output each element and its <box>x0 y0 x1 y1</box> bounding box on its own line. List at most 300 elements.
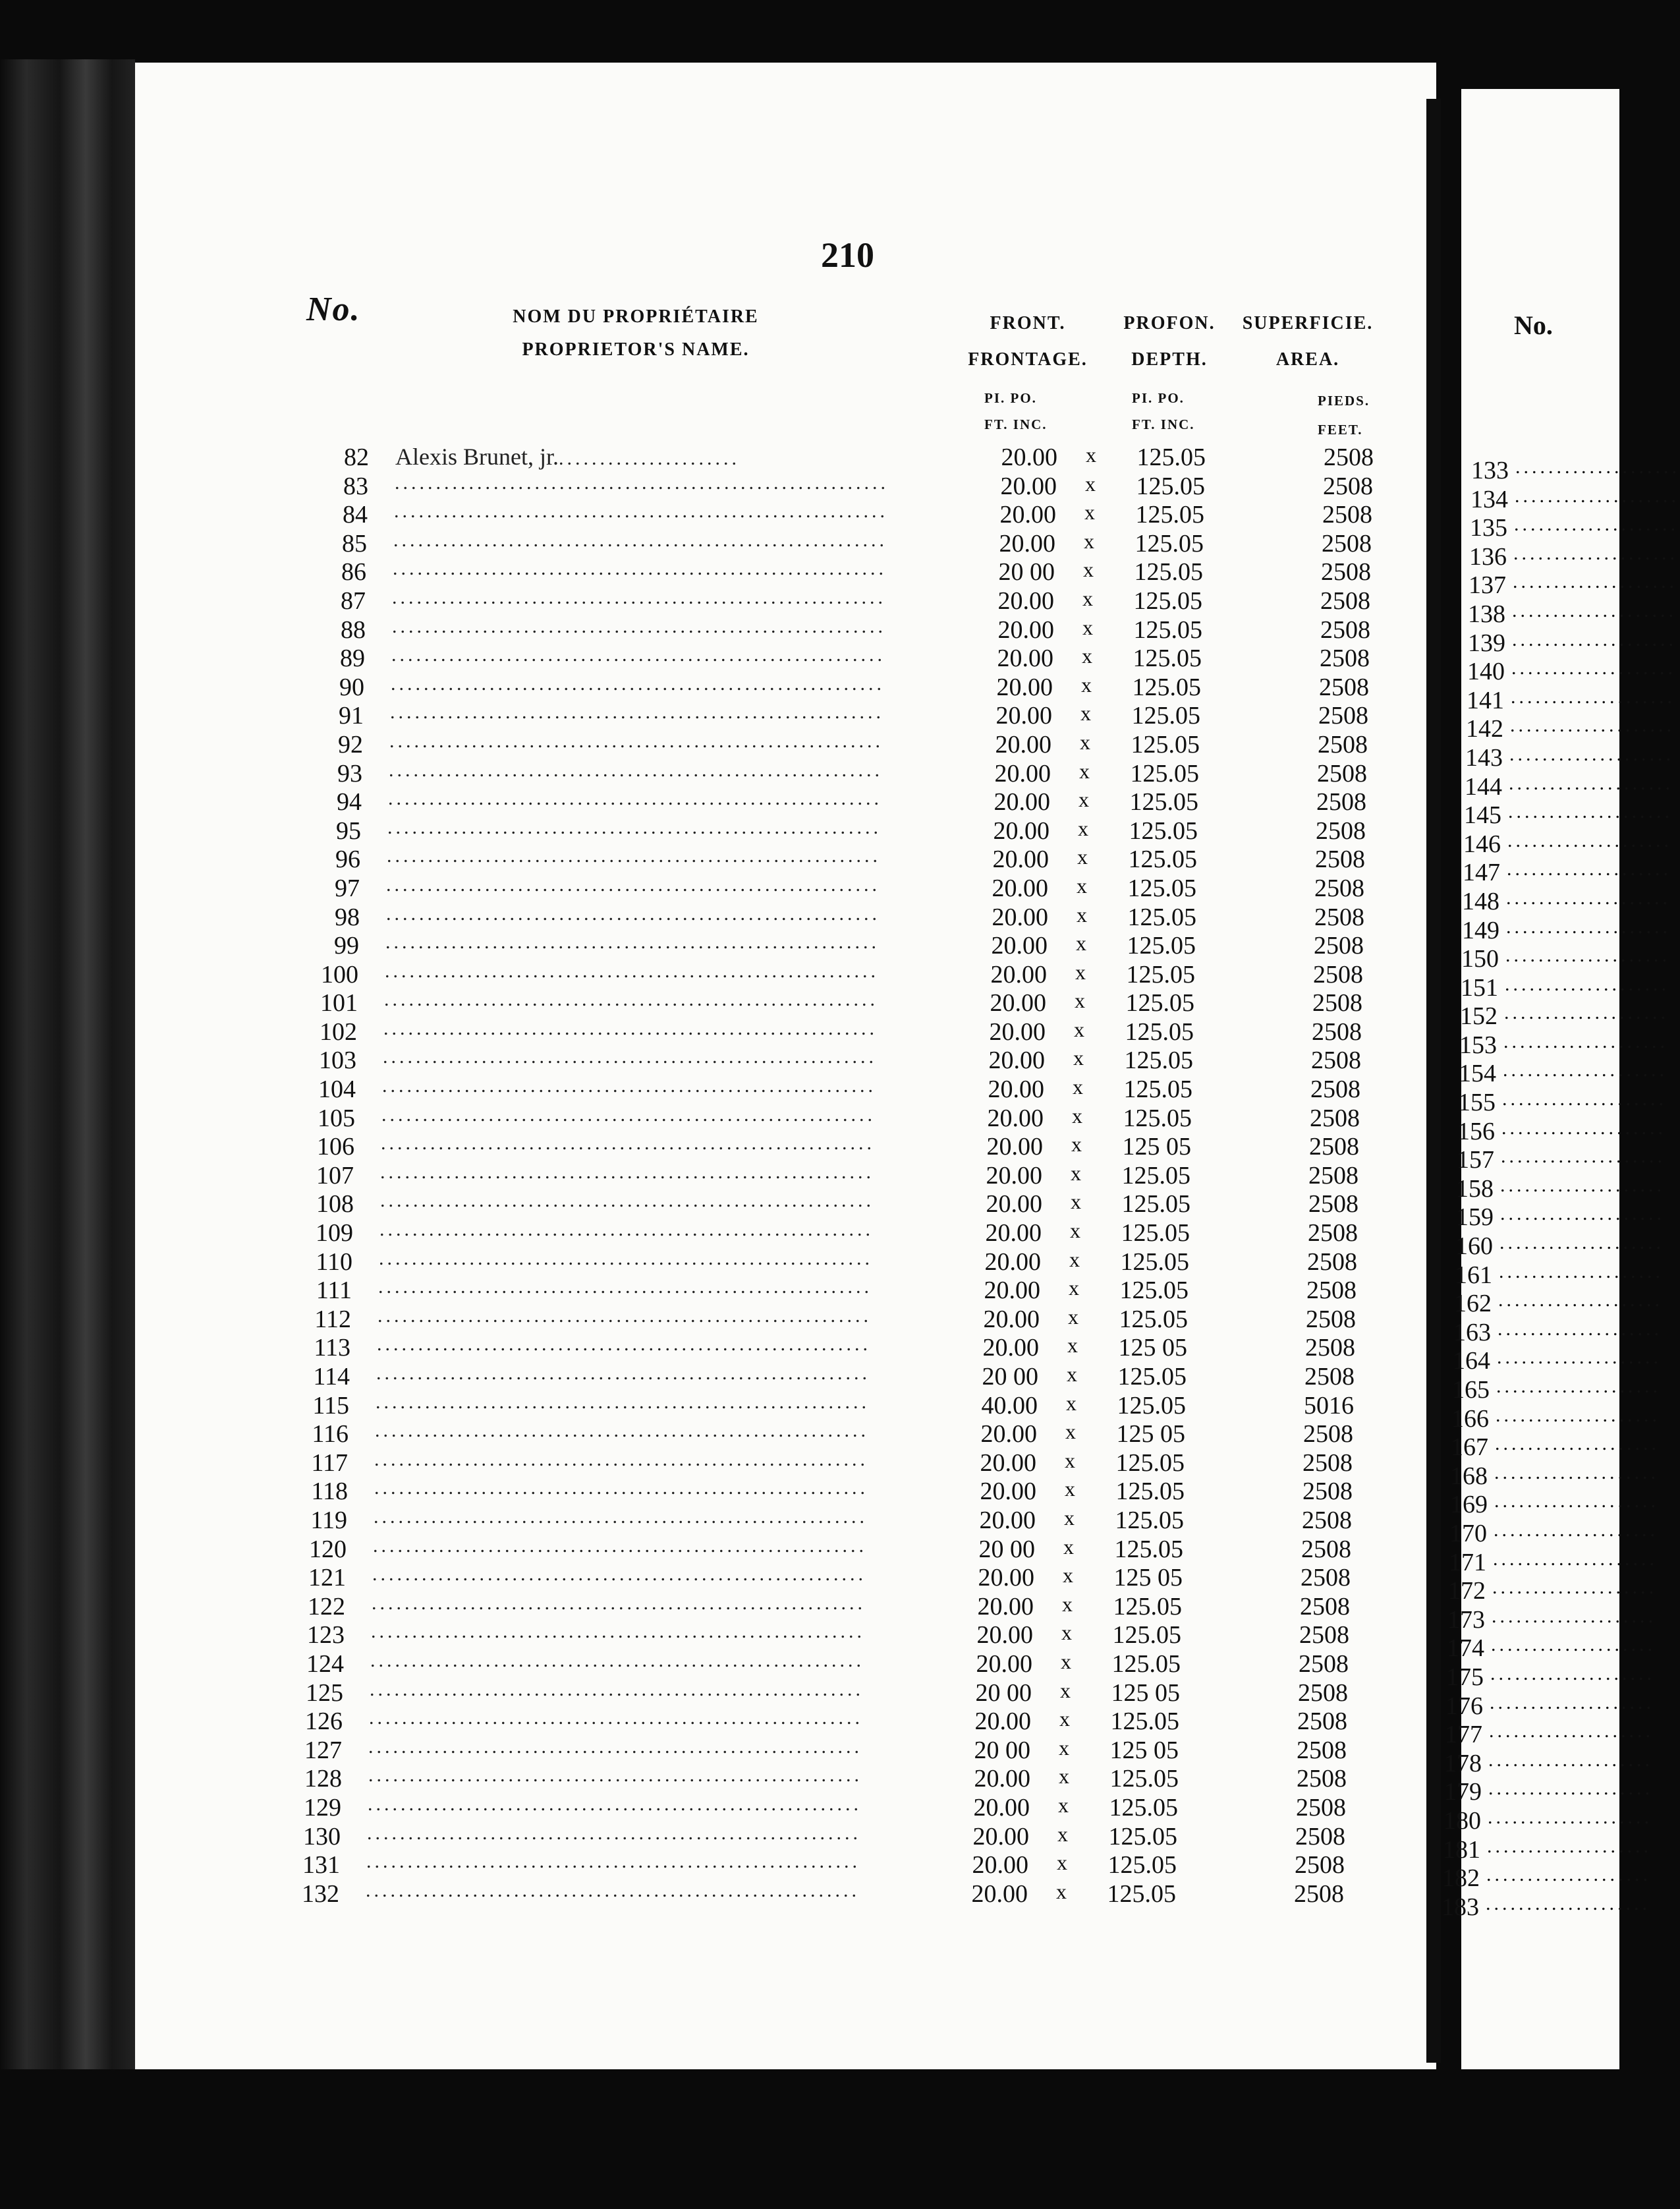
row-number: 104 <box>318 1076 356 1104</box>
table-row <box>0 471 1436 500</box>
times-sign: x <box>1061 1621 1072 1645</box>
frontage-value: 20.00 <box>1000 472 1057 500</box>
frontage-value: 20.00 <box>990 989 1046 1018</box>
list-item <box>1449 569 1677 600</box>
frontage-value: 20.00 <box>999 529 1055 558</box>
proprietor-name: Alexis Brunet, jr. <box>395 444 559 470</box>
proprietor-name-leader: .................... <box>1513 571 1677 593</box>
row-number: 126 <box>305 1707 343 1736</box>
table-row <box>0 758 1436 787</box>
list-item <box>1449 1317 1662 1346</box>
area-value: 2508 <box>1314 874 1364 902</box>
row-number: 115 <box>312 1391 349 1420</box>
row-number: 92 <box>338 730 363 759</box>
depth-value: 125.05 <box>1129 817 1198 845</box>
proprietor-name-leader: ............................................................ <box>385 960 879 982</box>
table-row <box>0 1878 1436 1907</box>
list-item <box>1449 685 1675 714</box>
proprietor-name-leader: ............................................................ <box>381 1103 876 1126</box>
table-row <box>0 1677 1436 1706</box>
area-value: 2508 <box>1310 1104 1360 1132</box>
area-value: 2508 <box>1324 444 1374 471</box>
row-number: 176 <box>1445 1692 1483 1720</box>
proprietor-name-leader: ............................................................ <box>382 1075 876 1097</box>
proprietor-name-leader: ............................................................ <box>376 1391 870 1413</box>
list-item <box>1449 1259 1664 1289</box>
proprietor-name-leader: .................... <box>1508 801 1673 823</box>
depth-value: 125 05 <box>1118 1334 1187 1362</box>
table-row <box>0 1304 1436 1333</box>
table-row <box>0 1706 1436 1735</box>
row-number: 170 <box>1449 1519 1487 1547</box>
list-item <box>1449 1460 1659 1490</box>
proprietor-name-leader: ............................................................ <box>372 1563 866 1586</box>
row-number: 183 <box>1442 1893 1479 1921</box>
area-value: 2508 <box>1308 1219 1358 1248</box>
table-row <box>0 1763 1436 1792</box>
frontage-value: 20.00 <box>983 1305 1040 1333</box>
list-item <box>1448 1575 1657 1605</box>
proprietor-name-leader: .................... <box>1512 628 1677 650</box>
frontage-value: 20 00 <box>978 1535 1035 1563</box>
table-row <box>0 786 1436 815</box>
proprietor-name-leader: ............................................................ <box>366 1879 860 1901</box>
proprietor-name-leader: ............................................................ <box>368 1793 862 1815</box>
area-value: 2508 <box>1295 1851 1345 1879</box>
header-depth-fr: PROFON. <box>1123 313 1216 333</box>
frontage-value: 20.00 <box>984 1277 1040 1305</box>
times-sign: x <box>1084 529 1094 553</box>
row-number: 182 <box>1442 1864 1480 1893</box>
frontage-value: 20.00 <box>977 1592 1034 1621</box>
row-number: 82 <box>344 444 369 471</box>
row-number: 95 <box>336 817 361 845</box>
row-number: 134 <box>1470 485 1508 513</box>
list-item <box>1449 857 1671 887</box>
proprietor-name-leader: .................... <box>1496 1375 1661 1397</box>
proprietor-name-leader: .................... <box>1488 1748 1653 1771</box>
row-number: 142 <box>1466 715 1503 743</box>
times-sign: x <box>1065 1448 1075 1472</box>
table-row <box>0 729 1436 758</box>
list-item <box>1449 828 1672 858</box>
table-row <box>0 1476 1436 1505</box>
area-value: 2508 <box>1315 846 1365 874</box>
depth-value: 125.05 <box>1135 501 1204 529</box>
list-item <box>1449 742 1674 772</box>
proprietor-name-leader: .................... <box>1492 1576 1657 1599</box>
row-number: 121 <box>308 1564 346 1592</box>
row-number: 174 <box>1447 1634 1484 1663</box>
depth-value: 125.05 <box>1127 903 1196 931</box>
proprietor-name-leader: ............................................................ <box>395 471 889 494</box>
frontage-value: 20.00 <box>993 817 1050 845</box>
depth-value: 125.05 <box>1113 1592 1182 1621</box>
table-row <box>0 1619 1436 1648</box>
depth-value: 125.05 <box>1112 1621 1181 1650</box>
frontage-value: 20.00 <box>980 1477 1036 1506</box>
depth-value: 125.05 <box>1121 1190 1190 1219</box>
right-page-table <box>1442 455 1680 1921</box>
depth-value: 125.05 <box>1110 1707 1179 1736</box>
depth-value: 125.05 <box>1119 1277 1189 1305</box>
times-sign: x <box>1070 1219 1080 1243</box>
times-sign: x <box>1069 1247 1080 1271</box>
list-item <box>1449 915 1671 944</box>
area-value: 2508 <box>1298 1678 1348 1707</box>
row-number: 139 <box>1468 629 1505 657</box>
proprietor-name-leader: .................... <box>1498 1289 1663 1311</box>
row-number: 179 <box>1444 1778 1482 1806</box>
row-number: 160 <box>1455 1232 1493 1261</box>
proprietor-name-leader: ............................................................ <box>378 1276 872 1298</box>
area-value: 2508 <box>1301 1535 1351 1563</box>
proprietor-name-leader: .................... <box>1501 1116 1666 1139</box>
area-value: 2508 <box>1306 1305 1356 1333</box>
table-row <box>0 1217 1436 1246</box>
depth-value: 125.05 <box>1132 673 1201 701</box>
times-sign: x <box>1057 1850 1067 1875</box>
frontage-value: 20.00 <box>997 587 1054 615</box>
times-sign: x <box>1059 1764 1069 1789</box>
proprietor-name-leader: ............................................................ <box>391 644 885 666</box>
times-sign: x <box>1084 500 1095 525</box>
area-value: 2508 <box>1308 1190 1358 1219</box>
depth-value: 125.05 <box>1109 1793 1178 1822</box>
table-row <box>0 643 1436 672</box>
row-number: 110 <box>316 1248 352 1276</box>
list-item <box>1449 886 1671 915</box>
list-item <box>1449 512 1679 542</box>
table-row <box>0 1591 1436 1620</box>
area-value: 2508 <box>1322 529 1372 558</box>
proprietor-name-leader: .................... <box>1504 1002 1669 1024</box>
row-number: 83 <box>343 472 368 500</box>
proprietor-name-leader: .................... <box>1503 1059 1667 1081</box>
row-number: 164 <box>1453 1347 1490 1375</box>
row-number: 169 <box>1450 1491 1488 1519</box>
proprietor-name-leader: .................... <box>1513 542 1678 564</box>
row-number: 166 <box>1451 1404 1489 1433</box>
area-value: 2508 <box>1302 1449 1353 1477</box>
area-value: 2508 <box>1310 1076 1360 1104</box>
depth-units-fr: PI. PO. <box>1132 390 1185 406</box>
proprietor-name-leader: ............................................................ <box>374 1477 868 1499</box>
area-value: 2508 <box>1300 1592 1350 1621</box>
frontage-value: 20.00 <box>994 759 1051 788</box>
row-number: 125 <box>306 1678 343 1707</box>
table-row <box>0 930 1436 959</box>
proprietor-name-leader: ............................................................ <box>368 1764 862 1787</box>
row-number: 86 <box>341 558 366 587</box>
table-row <box>0 585 1436 614</box>
row-number: 102 <box>320 1018 357 1046</box>
depth-value: 125 05 <box>1122 1133 1191 1161</box>
frontage-value: 20.00 <box>997 616 1054 644</box>
area-value: 2508 <box>1318 730 1368 759</box>
depth-value: 125.05 <box>1125 1018 1194 1046</box>
row-number: 172 <box>1448 1577 1486 1605</box>
row-number: 140 <box>1467 658 1505 686</box>
frontage-value: 20.00 <box>989 1018 1046 1046</box>
proprietor-name-leader: .................... <box>1515 484 1679 507</box>
proprietor-name-leader: ............................................................ <box>374 1505 868 1528</box>
table-row <box>0 873 1436 902</box>
frontage-value: 20.00 <box>974 1707 1031 1736</box>
row-number: 151 <box>1461 973 1498 1002</box>
row-number: 100 <box>321 960 358 989</box>
times-sign: x <box>1085 471 1096 496</box>
proprietor-name-leader: .................... <box>1486 1864 1651 1886</box>
row-number: 146 <box>1463 830 1501 858</box>
frontage-value: 20.00 <box>994 788 1050 817</box>
proprietor-name-leader: .................... <box>1490 1691 1654 1713</box>
area-value: 2508 <box>1308 1161 1358 1190</box>
area-value: 2508 <box>1307 1248 1357 1276</box>
frontage-value: 20.00 <box>988 1076 1044 1104</box>
proprietor-name-leader: Alexis Brunet, jr....................... <box>395 444 740 470</box>
row-number: 89 <box>340 645 365 673</box>
row-number: 154 <box>1459 1060 1496 1088</box>
row-number: 106 <box>317 1133 354 1161</box>
times-sign: x <box>1064 1505 1075 1530</box>
times-sign: x <box>1077 902 1087 927</box>
list-item <box>1449 1288 1663 1318</box>
times-sign: x <box>1060 1678 1071 1702</box>
list-item <box>1449 1403 1660 1433</box>
frontage-value: 20.00 <box>1001 444 1057 471</box>
row-number: 85 <box>342 529 367 558</box>
list-item <box>1443 1805 1652 1835</box>
row-number: 171 <box>1449 1548 1486 1576</box>
row-number: 144 <box>1465 772 1502 801</box>
frontage-value: 20.00 <box>971 1879 1028 1908</box>
row-number: 99 <box>334 932 359 960</box>
list-item <box>1449 656 1676 686</box>
proprietor-name-leader: .................... <box>1488 1777 1653 1800</box>
table-row <box>0 987 1436 1016</box>
times-sign: x <box>1072 1103 1082 1128</box>
row-number: 177 <box>1445 1721 1482 1749</box>
proprietor-name-leader: ............................................................ <box>366 1850 860 1873</box>
table-row <box>0 1131 1436 1160</box>
proprietor-name-leader: ............................................................ <box>379 1247 873 1269</box>
table-row <box>0 1735 1436 1764</box>
row-number: 127 <box>304 1736 342 1764</box>
list-item <box>1449 1374 1661 1404</box>
depth-value: 125.05 <box>1123 1076 1192 1104</box>
area-value: 2508 <box>1323 472 1373 500</box>
row-number: 181 <box>1443 1835 1480 1864</box>
proprietor-name-leader: ............................................................ <box>393 529 887 551</box>
times-sign: x <box>1071 1161 1081 1185</box>
area-units-en: FEET. <box>1318 422 1363 438</box>
list-item <box>1442 1862 1651 1893</box>
header-no: No. <box>306 291 361 328</box>
frontage-value: 20.00 <box>976 1621 1033 1650</box>
row-number: 105 <box>318 1104 355 1132</box>
times-sign: x <box>1061 1649 1071 1673</box>
list-item <box>1449 1058 1667 1088</box>
frontage-value: 20.00 <box>982 1334 1039 1362</box>
area-value: 2508 <box>1314 903 1364 931</box>
row-number: 180 <box>1443 1806 1481 1835</box>
table-row <box>0 1418 1436 1447</box>
proprietor-name-leader: ............................................................ <box>383 1046 877 1068</box>
proprietor-name-leader: .................... <box>1497 1346 1662 1369</box>
proprietor-name-leader: .................... <box>1493 1547 1658 1570</box>
area-value: 2508 <box>1311 1047 1361 1075</box>
times-sign: x <box>1082 615 1093 639</box>
frontage-value: 20.00 <box>992 874 1048 902</box>
area-value: 2508 <box>1297 1765 1347 1793</box>
depth-value: 125.05 <box>1117 1391 1186 1420</box>
depth-value: 125.05 <box>1126 960 1195 989</box>
depth-value: 125.05 <box>1115 1477 1185 1506</box>
proprietor-name-leader: ............................................................ <box>380 1190 874 1212</box>
proprietor-name-leader: ............................................................ <box>394 500 888 523</box>
proprietor-name-leader: ............................................................ <box>387 845 881 867</box>
times-sign: x <box>1077 845 1088 869</box>
row-number: 156 <box>1457 1117 1495 1145</box>
row-number: 136 <box>1469 542 1507 571</box>
table-row <box>0 614 1436 643</box>
list-item <box>1442 1891 1650 1921</box>
row-number: 118 <box>311 1477 348 1506</box>
table-row <box>0 1016 1436 1045</box>
table-row <box>0 1074 1436 1103</box>
times-sign: x <box>1078 788 1089 812</box>
row-number: 163 <box>1453 1318 1491 1346</box>
proprietor-name-leader: ............................................................ <box>381 1132 875 1155</box>
row-number: 113 <box>314 1334 350 1362</box>
list-item <box>1443 1834 1652 1864</box>
row-number: 94 <box>337 788 362 817</box>
frontage-value: 20.00 <box>995 702 1052 730</box>
depth-value: 125.05 <box>1109 1765 1179 1793</box>
row-number: 153 <box>1459 1031 1497 1059</box>
proprietor-name-leader: ............................................................ <box>376 1362 870 1384</box>
proprietor-name-leader: ............................................................ <box>377 1333 871 1356</box>
area-value: 2508 <box>1313 960 1363 989</box>
proprietor-name-leader: .................... <box>1515 456 1680 478</box>
area-value: 2508 <box>1309 1133 1359 1161</box>
area-value: 2508 <box>1295 1822 1345 1850</box>
depth-value: 125.05 <box>1121 1219 1190 1248</box>
frontage-value: 20.00 <box>972 1822 1029 1850</box>
depth-value: 125.05 <box>1127 874 1196 902</box>
proprietor-name-leader: .................... <box>1509 743 1674 765</box>
frontage-value: 20 00 <box>975 1678 1032 1707</box>
row-number: 111 <box>316 1277 352 1305</box>
depth-value: 125.05 <box>1130 759 1199 788</box>
row-number: 97 <box>335 874 360 902</box>
area-value: 2508 <box>1296 1793 1346 1822</box>
area-value: 2508 <box>1312 989 1362 1018</box>
frontage-value: 20.00 <box>978 1564 1034 1592</box>
proprietor-name-leader: .................... <box>1491 1634 1656 1656</box>
depth-value: 125.05 <box>1120 1248 1189 1276</box>
row-number: 135 <box>1470 514 1507 542</box>
row-number: 117 <box>311 1449 348 1477</box>
row-number: 130 <box>303 1822 341 1850</box>
proprietor-name-leader: ............................................................ <box>385 931 880 954</box>
area-value: 2508 <box>1301 1564 1351 1592</box>
proprietor-name-leader: ............................................................ <box>386 902 880 925</box>
row-number: 114 <box>313 1363 350 1391</box>
table-row <box>0 844 1436 873</box>
list-item <box>1449 771 1673 801</box>
area-value: 2508 <box>1320 645 1370 673</box>
frontage-value: 20.00 <box>972 1851 1028 1879</box>
row-number: 152 <box>1460 1002 1498 1031</box>
table-row <box>0 1160 1436 1189</box>
proprietor-name-leader: ............................................................ <box>384 989 878 1011</box>
proprietor-name-leader: .................... <box>1494 1490 1659 1512</box>
proprietor-name-leader: .................... <box>1505 944 1670 967</box>
row-number: 165 <box>1452 1376 1490 1404</box>
times-sign: x <box>1075 960 1086 984</box>
area-value: 2508 <box>1305 1334 1355 1362</box>
depth-value: 125.05 <box>1115 1506 1184 1534</box>
row-number: 120 <box>309 1535 347 1563</box>
times-sign: x <box>1073 1075 1083 1099</box>
proprietor-name-leader: .................... <box>1496 1404 1660 1426</box>
frontage-value: 20.00 <box>996 673 1053 701</box>
table-row <box>0 815 1436 844</box>
list-item <box>1449 1116 1666 1145</box>
area-value: 2508 <box>1297 1707 1347 1736</box>
proprietor-name-leader: .................... <box>1502 1088 1667 1110</box>
row-number: 150 <box>1461 945 1499 973</box>
list-item <box>1449 1547 1658 1576</box>
table-row <box>0 1505 1436 1534</box>
row-number: 119 <box>310 1506 347 1534</box>
table-row <box>0 1103 1436 1132</box>
times-sign: x <box>1065 1420 1076 1444</box>
list-item <box>1449 627 1677 657</box>
proprietor-name-leader: .................... <box>1494 1461 1659 1483</box>
proprietor-name-leader: .................... <box>1509 772 1673 794</box>
row-number: 116 <box>312 1420 349 1449</box>
depth-value: 125.05 <box>1131 730 1200 759</box>
times-sign: x <box>1078 816 1088 840</box>
list-item <box>1449 1518 1658 1547</box>
frontage-value: 20.00 <box>986 1133 1043 1161</box>
row-number: 129 <box>304 1793 341 1822</box>
times-sign: x <box>1073 1046 1084 1070</box>
table-row <box>0 499 1436 528</box>
proprietor-name-leader: ............................................................ <box>391 672 885 695</box>
proprietor-name-leader: ............................................................ <box>393 558 887 580</box>
area-value: 2508 <box>1319 673 1369 701</box>
proprietor-name-leader: ............................................................ <box>392 586 886 608</box>
area-value: 2508 <box>1302 1477 1353 1506</box>
table-row <box>0 1849 1436 1878</box>
list-item <box>1449 1029 1668 1059</box>
times-sign: x <box>1068 1304 1078 1329</box>
list-item <box>1446 1661 1655 1691</box>
proprietor-name-leader: ............................................................ <box>369 1707 863 1729</box>
frontage-value: 20.00 <box>974 1765 1030 1793</box>
frontage-value: 20 00 <box>998 558 1055 587</box>
times-sign: x <box>1063 1534 1074 1559</box>
list-item <box>1449 1201 1665 1232</box>
proprietor-name-leader: ............................................................ <box>379 1219 874 1241</box>
frontage-value: 40.00 <box>981 1391 1038 1420</box>
frontage-value: 20.00 <box>992 846 1049 874</box>
times-sign: x <box>1082 644 1092 668</box>
